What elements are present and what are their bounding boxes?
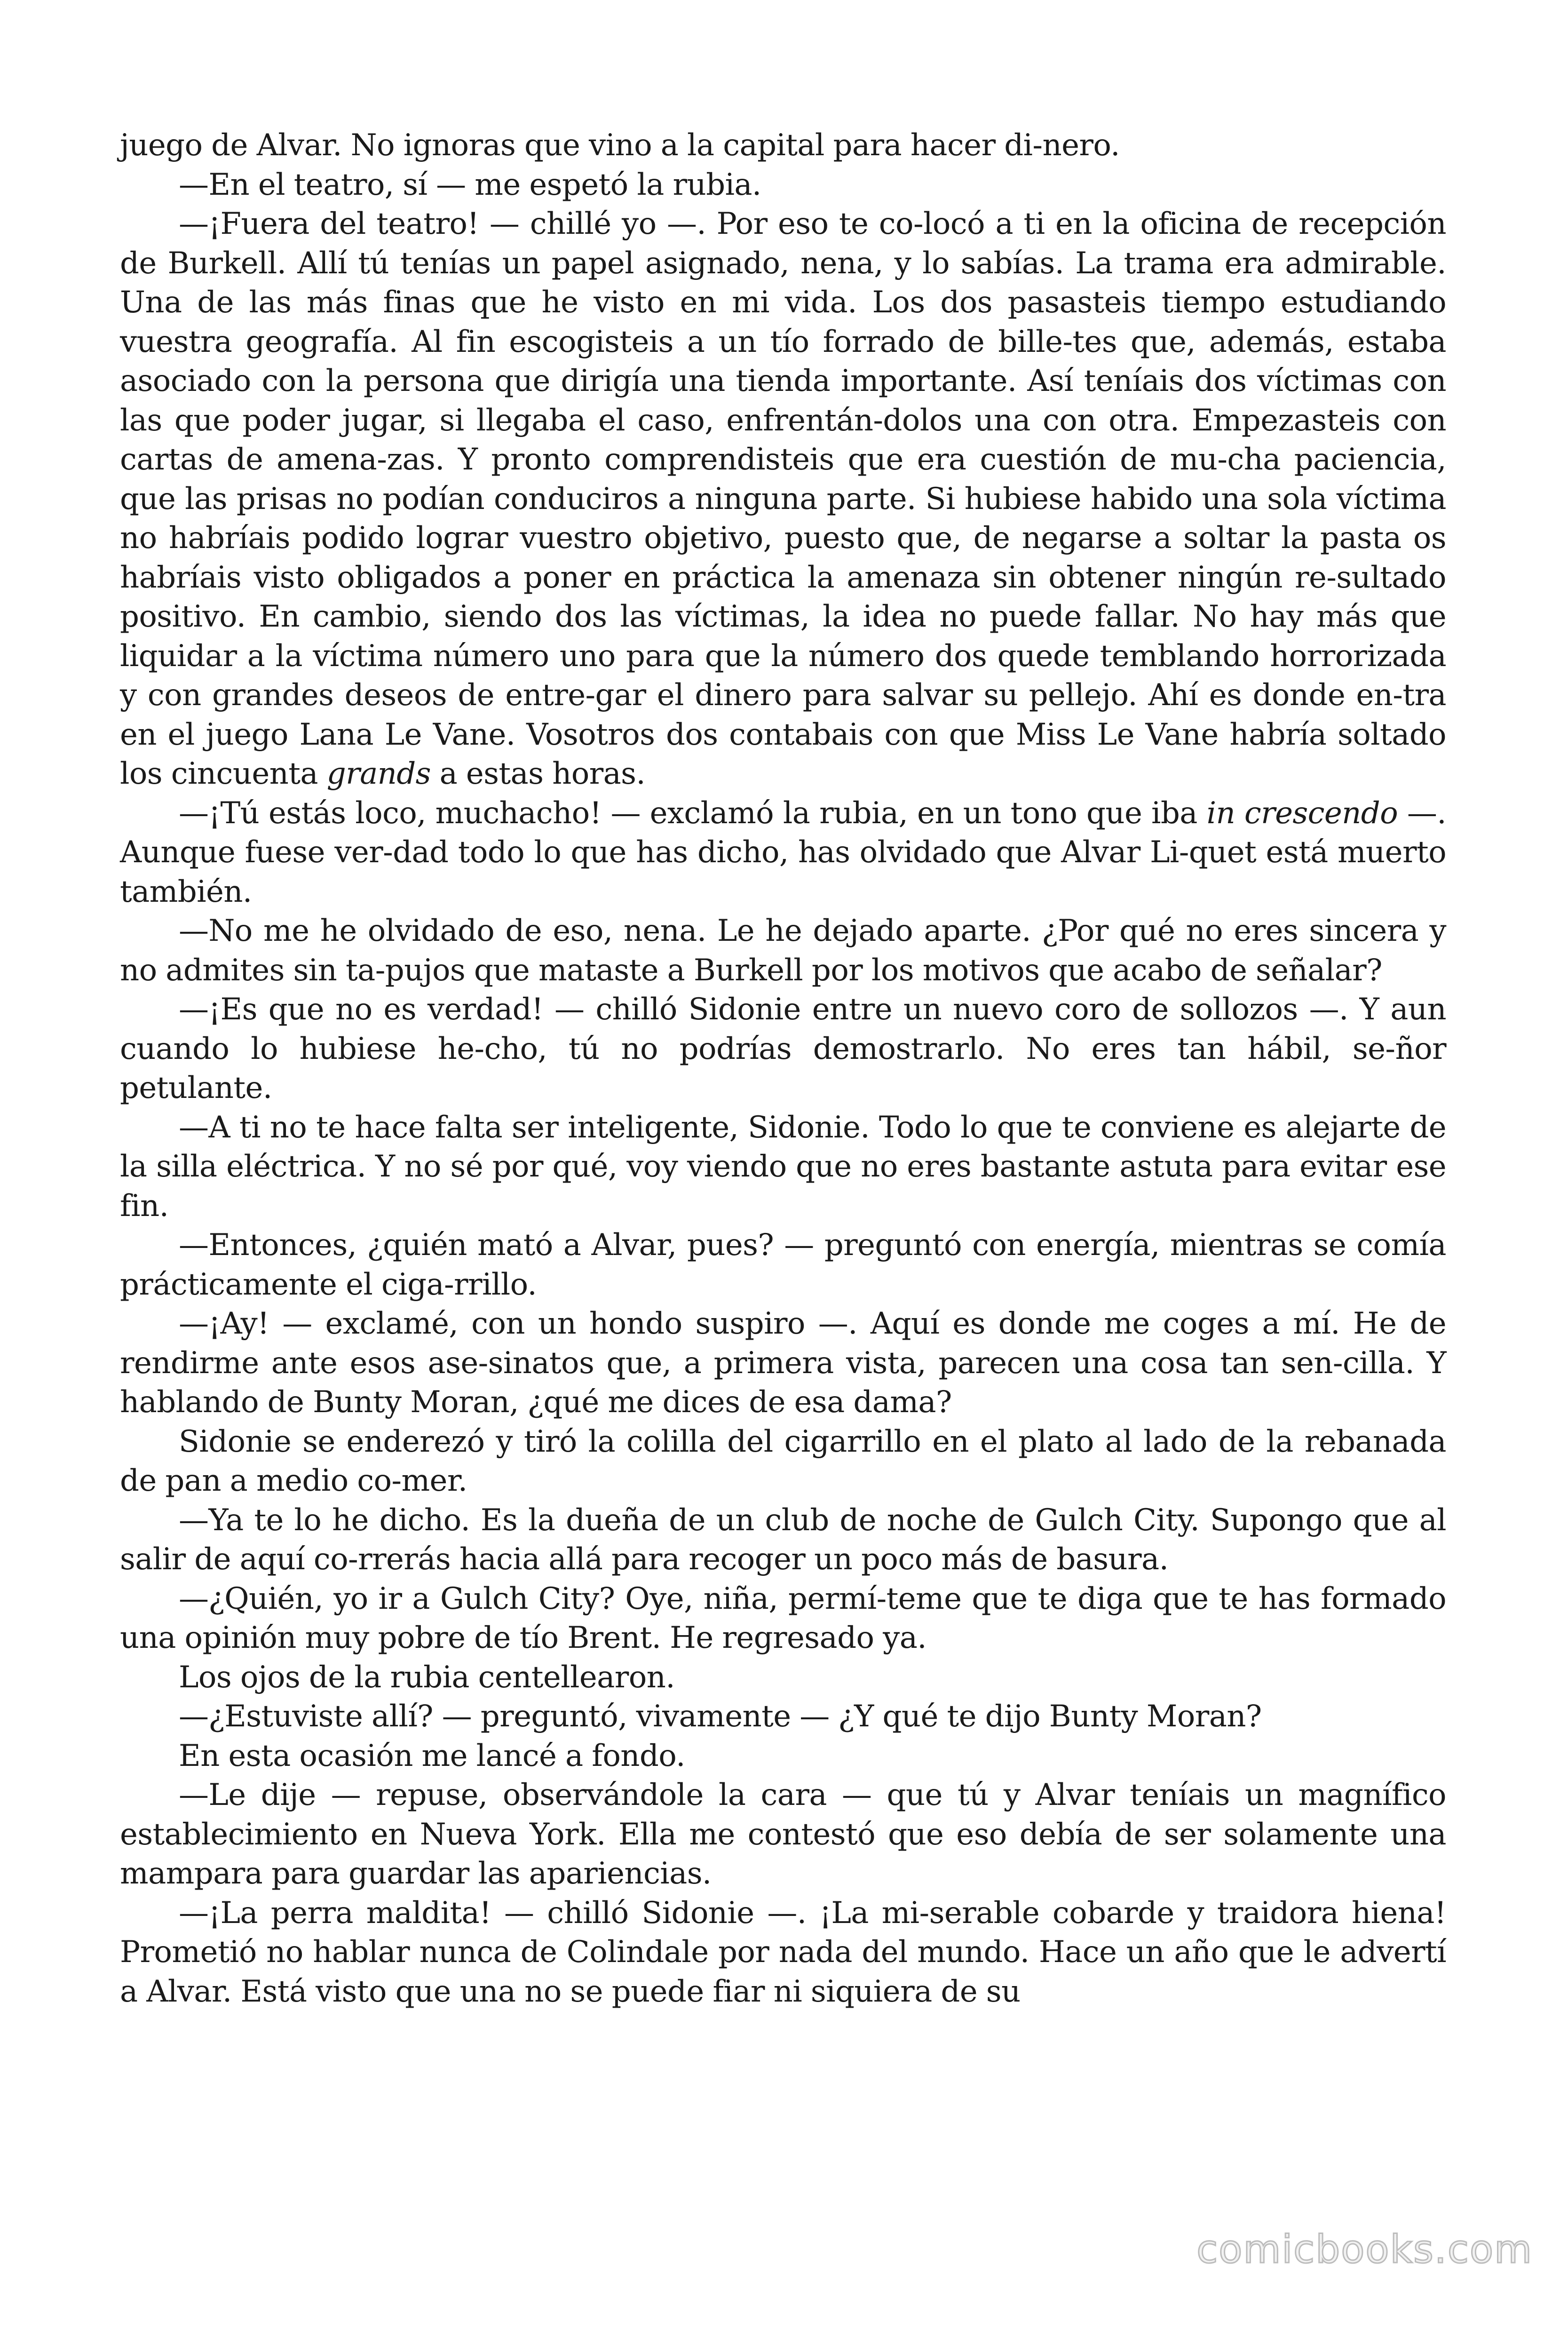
paragraph [120, 912, 1446, 990]
italic-text: grands [326, 756, 431, 791]
text-segment: —A ti no te hace falta ser inteligente, Sidonie. Todo lo que te conviene es alejarte de la silla eléctrica. Y no sé por qué, voy viendo que no eres bastante astuta para evitar ese fin. [120, 1110, 1446, 1224]
text-segment: En esta ocasión me lancé a fondo. [179, 1738, 685, 1773]
paragraph [120, 1226, 1446, 1304]
text-segment: —¡La perra maldita! — chilló Sidonie —. ¡La mi-serable cobarde y traidora hiena! Prometió no hablar nunca de Colindale por nada del mundo. Hace un año que le advertí a Alvar. Está visto que una no se puede fiar ni siquiera de su [120, 1895, 1446, 2009]
italic-text: in crescendo [1206, 795, 1398, 831]
paragraph [120, 1658, 1446, 1698]
paragraph [120, 1697, 1446, 1737]
paragraph [120, 990, 1446, 1108]
paragraph [120, 794, 1446, 912]
text-segment: —. Aunque fuese ver-dad todo lo que has dicho, has olvidado que Alvar Li-quet está muerto también. [120, 795, 1446, 909]
text-segment: —¿Estuviste allí? — preguntó, vivamente — ¿Y qué te dijo Bunty Moran? [179, 1699, 1262, 1734]
paragraph [120, 1737, 1446, 1776]
book-page-text [120, 126, 1446, 2011]
text-segment: —¿Quién, yo ir a Gulch City? Oye, niña, permí-teme que te diga que te has formado una opinión muy pobre de tío Brent. He regresado ya. [120, 1581, 1446, 1655]
watermark-logo: comicbooks.com [1196, 2227, 1533, 2272]
paragraph [120, 1894, 1446, 2012]
text-segment: Sidonie se enderezó y tiró la colilla del cigarrillo en el plato al lado de la rebanada de pan a medio co-mer. [120, 1424, 1446, 1498]
text-segment: —¡Es que no es verdad! — chilló Sidonie entre un nuevo coro de sollozos —. Y aun cuando lo hubiese he-cho, tú no podrías demostrarlo. No eres tan hábil, se-ñor petulante. [120, 992, 1446, 1105]
text-segment: —¡Fuera del teatro! — chillé yo —. Por eso te co-locó a ti en la oficina de recepción de Burkell. Allí tú tenías un papel asignado, nena, y lo sabías. La trama era admirable. Una de las más finas que he visto en mi vida. Los dos pasasteis tiempo estudiando vuestra geografía. Al fin escogisteis a un tío forrado de bille-tes que, además, estaba asociado con la persona que dirigía una tienda importante. Así teníais dos víctimas con las que poder jugar, si llegaba el caso, enfrentán-dolos una con otra. Empezasteis con cartas de amena-zas. Y pronto comprendisteis que era cuestión de mu-cha paciencia, que las prisas no podían conduciros a ninguna parte. Si hubiese habido una sola víctima no habríais podido lograr vuestro objetivo, puesto que, de negarse a soltar la pasta os habríais visto obligados a poner en práctica la amenaza sin obtener ningún re-sultado positivo. En cambio, siendo dos las víctimas, la idea no puede fallar. No hay más que liquidar a la víctima número uno para que la número dos quede temblando horrorizada y con grandes deseos de entre-gar el dinero para salvar su pellejo. Ahí es donde en-tra en el juego Lana Le Vane. Vosotros dos contabais con que Miss Le Vane habría soltado los cincuenta [120, 207, 1446, 791]
text-segment: —En el teatro, sí — me espetó la rubia. [179, 167, 761, 202]
text-segment: —Le dije — repuse, observándole la cara — que tú y Alvar teníais un magnífico establecimiento en Nueva York. Ella me contestó que eso debía de ser solamente una mampara para guardar las apariencias. [120, 1778, 1446, 1891]
paragraph [120, 205, 1446, 794]
text-segment: —Ya te lo he dicho. Es la dueña de un club de noche de Gulch City. Supongo que al salir de aquí co-rrerás hacia allá para recoger un poco más de basura. [120, 1502, 1446, 1577]
paragraph [120, 1580, 1446, 1658]
text-segment: —¡Tú estás loco, muchacho! — exclamó la rubia, en un tono que iba [179, 795, 1207, 831]
text-segment: —Entonces, ¿quién mató a Alvar, pues? — preguntó con energía, mientras se comía prácticamente el ciga-rrillo. [120, 1228, 1446, 1302]
paragraph [120, 1422, 1446, 1501]
text-segment: —No me he olvidado de eso, nena. Le he dejado aparte. ¿Por qué no eres sincera y no admites sin ta-pujos que mataste a Burkell por los motivos que acabo de señalar? [120, 914, 1446, 988]
text-segment: Los ojos de la rubia centellearon. [179, 1660, 675, 1695]
paragraph [120, 126, 1446, 166]
paragraph [120, 1108, 1446, 1226]
text-segment: a estas horas. [430, 756, 646, 791]
paragraph [120, 166, 1446, 205]
paragraph [120, 1304, 1446, 1422]
text-segment: juego de Alvar. No ignoras que vino a la capital para hacer di-nero. [120, 128, 1120, 163]
text-segment: —¡Ay! — exclamé, con un hondo suspiro —. Aquí es donde me coges a mí. He de rendirme ante esos ase-sinatos que, a primera vista, parecen una cosa tan sen-cilla. Y hablando de Bunty Moran, ¿qué me dices de esa dama? [120, 1306, 1446, 1420]
paragraph [120, 1501, 1446, 1580]
paragraph [120, 1776, 1446, 1894]
